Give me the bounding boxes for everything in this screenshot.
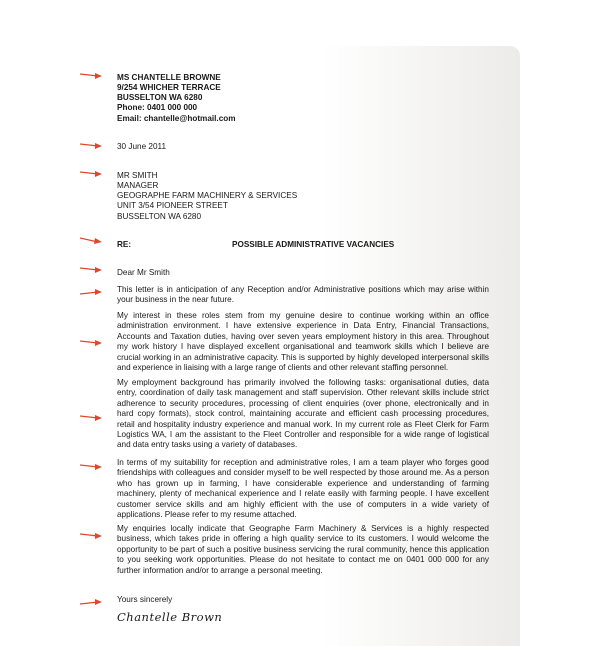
- arrow-right-icon: [80, 141, 102, 151]
- closing: Yours sincerely: [117, 595, 173, 604]
- sender-name: MS CHANTELLE BROWNE: [117, 73, 221, 82]
- arrow-right-icon: [80, 413, 102, 423]
- body-paragraph: My enquiries locally indicate that Geographe Farm Machinery & Services is a highly respected business, which takes pride in offering a high quality service to its customers. I would welcome the opportunity to be part of such a positive business servicing the rural community, hence this application to you seeking work opportunities. Please do not hesitate to contact me on 0401 000 000 for any further information and/or to arrange a personal meeting.: [117, 524, 489, 575]
- sender-address-line1: 9/254 WHICHER TERRACE: [117, 83, 221, 92]
- recipient-company: GEOGRAPHE FARM MACHINERY & SERVICES: [117, 191, 298, 200]
- recipient-title: MANAGER: [117, 181, 159, 190]
- subject-label: RE:: [117, 240, 132, 249]
- body-paragraph: My employment background has primarily involved the following tasks: organisational duties, data entry, coordination of daily task management and staff supervision. Other relevant skills include strict adherence to security procedures, processing of client enquiries (over phone, electronically and in hard copy formats), stock control, maintaining accurate and efficient cash processing procedures, retail and hospitality industry experience and manual work. In my current role as Fleet Clerk for Farm Logistics WA, I am the assistant to the Fleet Controller and responsible for a wide range of logistical and data entry tasks using a variety of databases.: [117, 378, 489, 450]
- arrow-right-icon: [80, 462, 102, 472]
- letter-date: 30 June 2011: [117, 142, 167, 151]
- sender-address-line2: BUSSELTON WA 6280: [117, 93, 203, 102]
- arrow-right-icon: [80, 338, 102, 348]
- arrow-right-icon: [80, 288, 102, 298]
- sender-phone: Phone: 0401 000 000: [117, 103, 198, 112]
- arrow-right-icon: [80, 598, 102, 608]
- signature: Chantelle Brown: [117, 610, 223, 624]
- arrow-right-icon: [80, 71, 102, 81]
- sender-email: Email: chantelle@hotmail.com: [117, 114, 236, 123]
- arrow-right-icon: [80, 531, 102, 541]
- arrow-right-icon: [80, 265, 102, 275]
- body-paragraph: My interest in these roles stem from my genuine desire to continue working within an office administration environment. I have extensive experience in Data Entry, Financial Transactions, Accounts and Taxation duties, having over seven years employment history in this area. Throughout my work history I have displayed excellent organisational and teamwork skills which I believe are crucial working in an administrative capacity. This is supported by highly developed interpersonal skills and experience in liaising with a large range of clients and other relevant staffing personnel.: [117, 311, 489, 373]
- body-paragraph: In terms of my suitability for reception and administrative roles, I am a team player who forges good friendships with colleagues and consider myself to be well respected by those around me. As a person who has grown up in farming, I have considerable experience and understanding of farming machinery, plenty of mechanical experience and I relate easily with farming people. I have excellent customer service skills and am highly efficient with the use of computers in a wide variety of applications. Please refer to my resume attached.: [117, 458, 489, 520]
- body-paragraph: This letter is in anticipation of any Reception and/or Administrative positions which may arise within your business in the near future.: [117, 285, 489, 305]
- recipient-address-line2: BUSSELTON WA 6280: [117, 212, 202, 221]
- subject-text: POSSIBLE ADMINISTRATIVE VACANCIES: [232, 240, 395, 249]
- recipient-name: MR SMITH: [117, 171, 158, 180]
- arrow-right-icon: [80, 236, 102, 246]
- salutation: Dear Mr Smith: [117, 268, 170, 277]
- arrow-right-icon: [80, 169, 102, 179]
- recipient-address-line1: UNIT 3/54 PIONEER STREET: [117, 201, 228, 210]
